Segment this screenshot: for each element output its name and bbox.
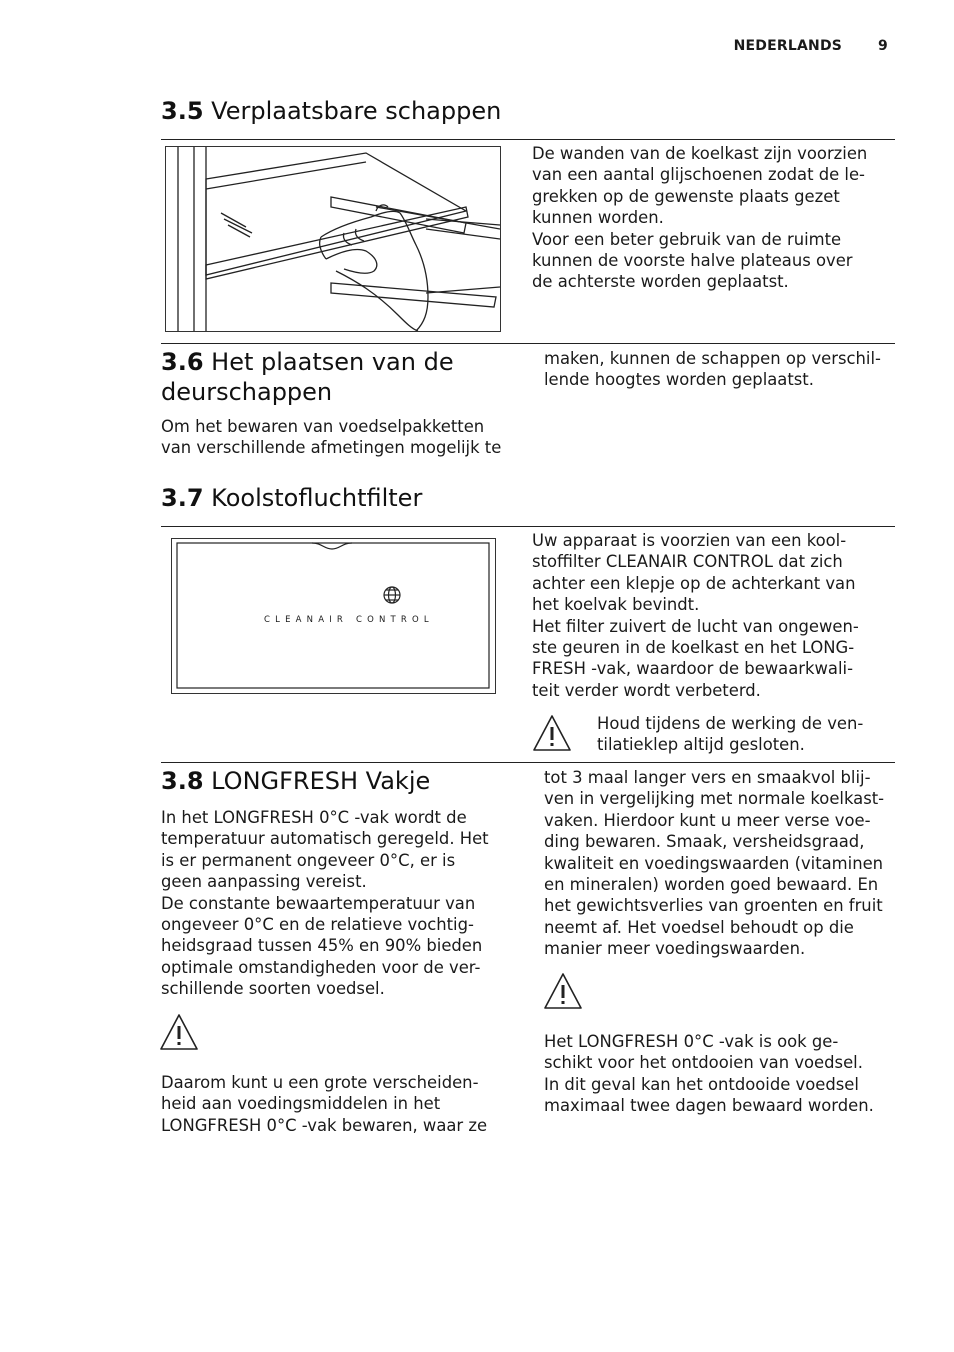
section-3-6-body-left: Om het bewaren van voedselpakketten van verschillende afmetingen mogelijk te — [161, 417, 502, 458]
running-header — [734, 38, 888, 54]
section-3-7-heading — [161, 483, 422, 513]
shelf-illustration — [165, 146, 501, 332]
section-3-8-body-left: In het LONGFRESH 0°C -vak wordt de temperatuur automatisch geregeld. Het is er permanent ongeveer 0°C, er is geen aanpassing vereist. De constante bewaartemperatuur van ongeveer 0°C en de relatieve vochtig- heidsgraad tussen 45% en 90% bieden optimale omstandigheden voor de ver- schillende soorten voedsel. — [161, 808, 489, 999]
section-number: 3.5 — [161, 97, 204, 125]
section-3-5-body: De wanden van de koelkast zijn voorzien van een aantal glijschoenen zodat de le- grekken op de gewenste plaats gezet kunnen worden. Voor een beter gebruik van de ruimte kunnen de voorste halve plateaus over de achterste worden geplaatst. — [532, 144, 868, 292]
warning-icon — [532, 714, 572, 752]
section-3-8-heading — [161, 766, 430, 796]
section-3-7-body: Uw apparaat is voorzien van een kool- stoffilter CLEANAIR CONTROL dat zich achter een klepje op de achterkant van het koelvak bevindt. Het filter zuivert de lucht van ongewen- ste geuren in de koelkast en het LONG- FRESH -vak, waardoor de bewaarkwali- teit verder wordt verbeterd. — [532, 531, 859, 700]
section-rule — [161, 762, 895, 763]
cleanair-control-label: CLEANAIR CONTROL — [264, 615, 434, 625]
header-language: NEDERLANDS — [733, 38, 843, 54]
section-title: Verplaatsbare schappen — [211, 97, 502, 125]
section-3-8-warning-left: Daarom kunt u een grote verscheiden- heid aan voedingsmiddelen in het LONGFRESH 0°C -vak bewaren, waar ze — [161, 1073, 488, 1135]
section-rule — [161, 343, 895, 344]
section-rule — [161, 526, 895, 527]
section-3-7-warning: Houd tijdens de werking de ven- tilatieklep altijd gesloten. — [597, 714, 864, 755]
section-3-8-warning-right: Het LONGFRESH 0°C -vak is ook ge- schikt voor het ontdooien van voedsel. In dit geval kan het ontdooide voedsel maximaal twee dagen bewaard worden. — [544, 1032, 874, 1116]
section-number: 3.8 — [161, 767, 204, 795]
section-title: Het plaatsen van de — [211, 348, 454, 376]
carbon-filter-illustration — [171, 538, 496, 694]
section-3-8-body-right: tot 3 maal langer vers en smaakvol blij- ven in vergelijking met normale koelkast- vaken. Hierdoor kunt u meer verse voe- ding bewaren. Smaak, versheidsgraad, kwaliteit en voedingswaarden (vitaminen en mineralen) worden goed bewaard. En het gewichtsverlies van groenten en fruit neemt af. Het voedsel behoudt op die manier meer voedingswaarden. — [544, 768, 885, 959]
shelf-drawing — [166, 147, 500, 331]
section-title-continued: deurschappen — [161, 378, 333, 406]
section-3-6-body-right: maken, kunnen de schappen op verschil- lende hoogtes worden geplaatst. — [544, 349, 881, 390]
warning-icon — [543, 972, 583, 1010]
warning-icon — [159, 1013, 199, 1051]
section-rule — [161, 139, 895, 140]
page-number: 9 — [878, 38, 888, 54]
section-number: 3.7 — [161, 484, 204, 512]
section-title: LONGFRESH Vakje — [211, 767, 431, 795]
section-3-6-heading — [161, 347, 454, 407]
section-title: Koolstofluchtfilter — [211, 484, 423, 512]
section-number: 3.6 — [161, 348, 204, 376]
section-3-5-heading — [161, 96, 501, 126]
